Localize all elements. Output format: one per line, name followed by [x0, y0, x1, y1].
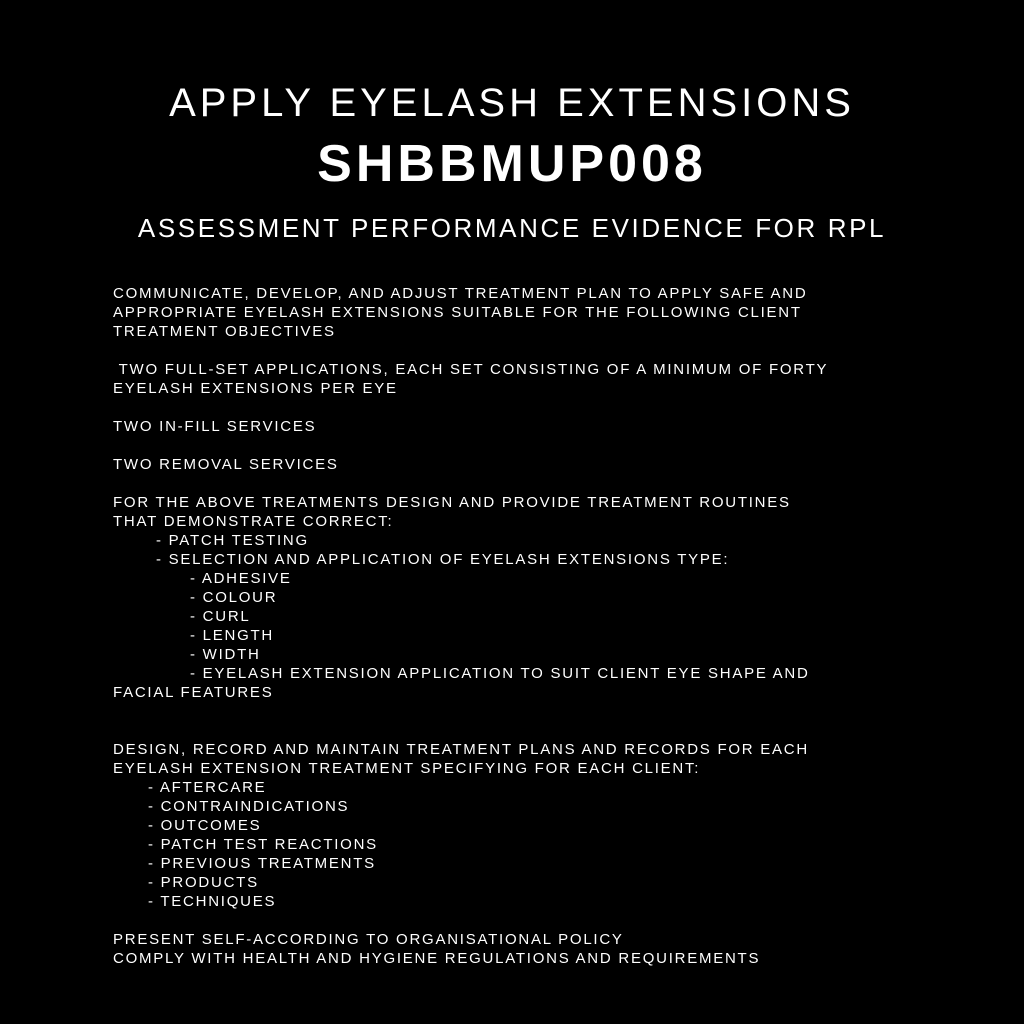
- list-item: - EYELASH EXTENSION APPLICATION TO SUIT CLIENT EYE SHAPE AND: [190, 665, 810, 682]
- list-item: - TECHNIQUES: [148, 893, 277, 910]
- unit-code: SHBBMUP008: [317, 135, 707, 193]
- body-line: COMMUNICATE, DEVELOP, AND ADJUST TREATMENT PLAN TO APPLY SAFE AND: [113, 285, 808, 302]
- list-item: - PREVIOUS TREATMENTS: [148, 855, 376, 872]
- body-line: FACIAL FEATURES: [113, 684, 274, 701]
- body-line: DESIGN, RECORD AND MAINTAIN TREATMENT PLANS AND RECORDS FOR EACH: [113, 741, 809, 758]
- list-item: - PATCH TEST REACTIONS: [148, 836, 378, 853]
- body-line: TWO IN-FILL SERVICES: [113, 418, 317, 435]
- body-line: PRESENT SELF-ACCORDING TO ORGANISATIONAL POLICY: [113, 931, 624, 948]
- body-line: THAT DEMONSTRATE CORRECT:: [113, 513, 394, 530]
- body-line: FOR THE ABOVE TREATMENTS DESIGN AND PROVIDE TREATMENT ROUTINES: [113, 494, 791, 511]
- body-line: EYELASH EXTENSION TREATMENT SPECIFYING FOR EACH CLIENT:: [113, 760, 701, 777]
- list-item: - PRODUCTS: [148, 874, 259, 891]
- list-item: - LENGTH: [190, 627, 275, 644]
- list-item: - CONTRAINDICATIONS: [148, 798, 350, 815]
- list-item: - COLOUR: [190, 589, 278, 606]
- list-item: - CURL: [190, 608, 251, 625]
- document-subtitle: ASSESSMENT PERFORMANCE EVIDENCE FOR RPL: [137, 213, 887, 243]
- body-line: TREATMENT OBJECTIVES: [113, 323, 336, 340]
- list-item: - AFTERCARE: [148, 779, 267, 796]
- list-item: - OUTCOMES: [148, 817, 262, 834]
- list-item: - ADHESIVE: [190, 570, 292, 587]
- body-line: TWO FULL-SET APPLICATIONS, EACH SET CONSISTING OF A MINIMUM OF FORTY: [113, 361, 829, 378]
- list-item: - WIDTH: [190, 646, 261, 663]
- list-item: - PATCH TESTING: [156, 532, 309, 549]
- document-title: APPLY EYELASH EXTENSIONS: [169, 81, 855, 125]
- body-line: COMPLY WITH HEALTH AND HYGIENE REGULATIONS AND REQUIREMENTS: [113, 950, 761, 967]
- body-line: EYELASH EXTENSIONS PER EYE: [113, 380, 398, 397]
- body-line: TWO REMOVAL SERVICES: [113, 456, 339, 473]
- body-line: APPROPRIATE EYELASH EXTENSIONS SUITABLE FOR THE FOLLOWING CLIENT: [113, 304, 802, 321]
- list-item: - SELECTION AND APPLICATION OF EYELASH EXTENSIONS TYPE:: [156, 551, 730, 568]
